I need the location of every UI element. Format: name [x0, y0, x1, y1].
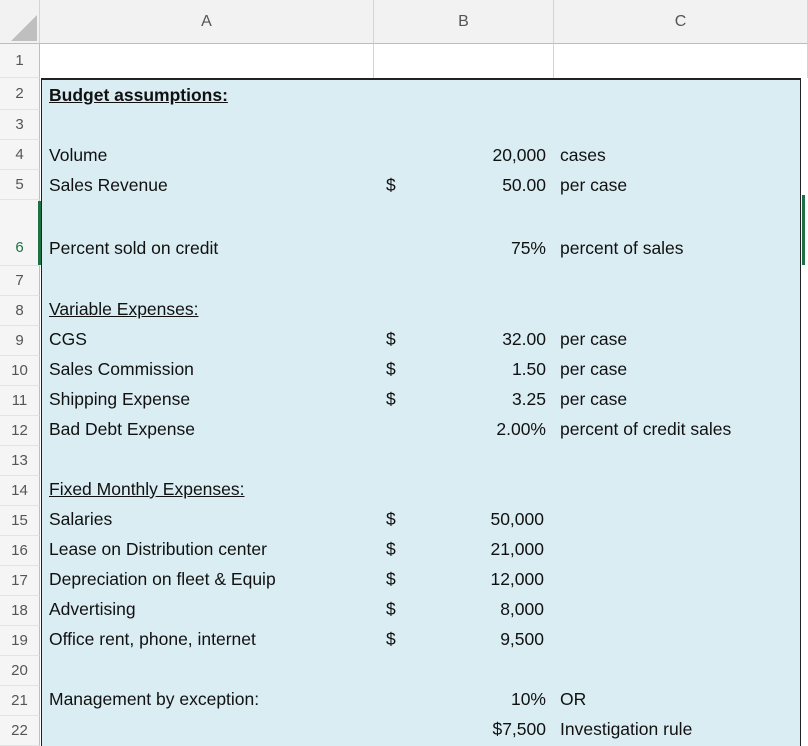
cell-a10[interactable]: Sales Commission: [49, 359, 194, 379]
row-header-4[interactable]: 4: [0, 140, 40, 170]
cell-b16[interactable]: 21,000: [490, 539, 544, 559]
cell-c6[interactable]: percent of sales: [560, 238, 684, 258]
cell-b10-currency: $: [386, 359, 396, 379]
cell-a16[interactable]: Lease on Distribution center: [49, 539, 267, 559]
cell-b10[interactable]: 1.50: [511, 359, 546, 379]
row-header-12[interactable]: 12: [0, 416, 40, 446]
cell-b11[interactable]: 3.25: [511, 389, 546, 409]
row-header-8[interactable]: 8: [0, 296, 40, 326]
cell-b17-currency: $: [386, 569, 396, 589]
row-header-5[interactable]: 5: [0, 170, 40, 200]
column-header-a[interactable]: A: [40, 0, 374, 44]
select-all-corner[interactable]: [0, 0, 40, 44]
cell-a12[interactable]: Bad Debt Expense: [49, 419, 195, 439]
cell-a21[interactable]: Management by exception:: [49, 689, 260, 709]
cell-a9[interactable]: CGS: [49, 329, 87, 349]
cell-c21[interactable]: OR: [560, 689, 587, 709]
cell-a14[interactable]: Fixed Monthly Expenses:: [49, 479, 245, 499]
cell-c1[interactable]: [554, 44, 808, 78]
cell-b22[interactable]: $7,500: [492, 719, 546, 739]
row-header-20[interactable]: 20: [0, 656, 40, 686]
row-header-13[interactable]: 13: [0, 446, 40, 476]
cell-b1[interactable]: [374, 44, 554, 78]
cell-c5[interactable]: per case: [560, 175, 628, 195]
row-header-1[interactable]: 1: [0, 44, 40, 78]
cell-b19-currency: $: [386, 629, 396, 649]
cell-a5[interactable]: Sales Revenue: [49, 175, 168, 195]
row-header-9[interactable]: 9: [0, 326, 40, 356]
cell-a19[interactable]: Office rent, phone, internet: [49, 629, 256, 649]
cell-b21[interactable]: 10%: [510, 689, 546, 709]
cell-a1[interactable]: [40, 44, 374, 78]
row-header-2[interactable]: 2: [0, 78, 40, 110]
row-header-21[interactable]: 21: [0, 686, 40, 716]
active-row-indicator: [38, 201, 41, 265]
cell-b18[interactable]: 8,000: [500, 599, 544, 619]
cell-c10[interactable]: per case: [560, 359, 628, 379]
cell-a11[interactable]: Shipping Expense: [49, 389, 191, 409]
cell-a4[interactable]: Volume: [49, 145, 108, 165]
row-header-18[interactable]: 18: [0, 596, 40, 626]
column-header-c[interactable]: C: [554, 0, 808, 44]
cell-c22[interactable]: Investigation rule: [560, 719, 693, 739]
cell-c4[interactable]: cases: [560, 145, 606, 165]
cell-b9-currency: $: [386, 329, 396, 349]
cell-b5[interactable]: 50.00: [502, 175, 546, 195]
cell-a2[interactable]: Budget assumptions:: [49, 85, 228, 105]
cell-b4[interactable]: 20,000: [492, 145, 546, 165]
cell-b6[interactable]: 75%: [510, 238, 546, 258]
cell-c12[interactable]: percent of credit sales: [560, 419, 732, 439]
cell-b16-currency: $: [386, 539, 396, 559]
row-header-22[interactable]: 22: [0, 716, 40, 746]
cell-b12[interactable]: 2.00%: [496, 419, 546, 439]
row-header-6[interactable]: 6: [0, 200, 40, 266]
row-header-19[interactable]: 19: [0, 626, 40, 656]
cell-a15[interactable]: Salaries: [49, 509, 113, 529]
row-header-14[interactable]: 14: [0, 476, 40, 506]
cell-a6[interactable]: Percent sold on credit: [49, 238, 219, 258]
cell-a8[interactable]: Variable Expenses:: [49, 299, 199, 319]
cell-b18-currency: $: [386, 599, 396, 619]
row-header-15[interactable]: 15: [0, 506, 40, 536]
cell-a17[interactable]: Depreciation on fleet & Equip: [49, 569, 276, 589]
cell-c9[interactable]: per case: [560, 329, 628, 349]
row-header-3[interactable]: 3: [0, 110, 40, 140]
column-header-b[interactable]: B: [374, 0, 554, 44]
cell-b11-currency: $: [386, 389, 396, 409]
row-header-10[interactable]: 10: [0, 356, 40, 386]
cell-b15[interactable]: 50,000: [490, 509, 544, 529]
cell-b5-currency: $: [386, 175, 396, 195]
cell-a18[interactable]: Advertising: [49, 599, 136, 619]
active-row-indicator-right: [802, 195, 805, 265]
row-header-7[interactable]: 7: [0, 266, 40, 296]
cell-b9[interactable]: 32.00: [502, 329, 546, 349]
row-header-11[interactable]: 11: [0, 386, 40, 416]
cell-b15-currency: $: [386, 509, 396, 529]
row-header-16[interactable]: 16: [0, 536, 40, 566]
row-header-17[interactable]: 17: [0, 566, 40, 596]
select-all-icon: [11, 15, 37, 41]
cell-b19[interactable]: 9,500: [500, 629, 544, 649]
cell-c11[interactable]: per case: [560, 389, 628, 409]
cell-b17[interactable]: 12,000: [490, 569, 544, 589]
